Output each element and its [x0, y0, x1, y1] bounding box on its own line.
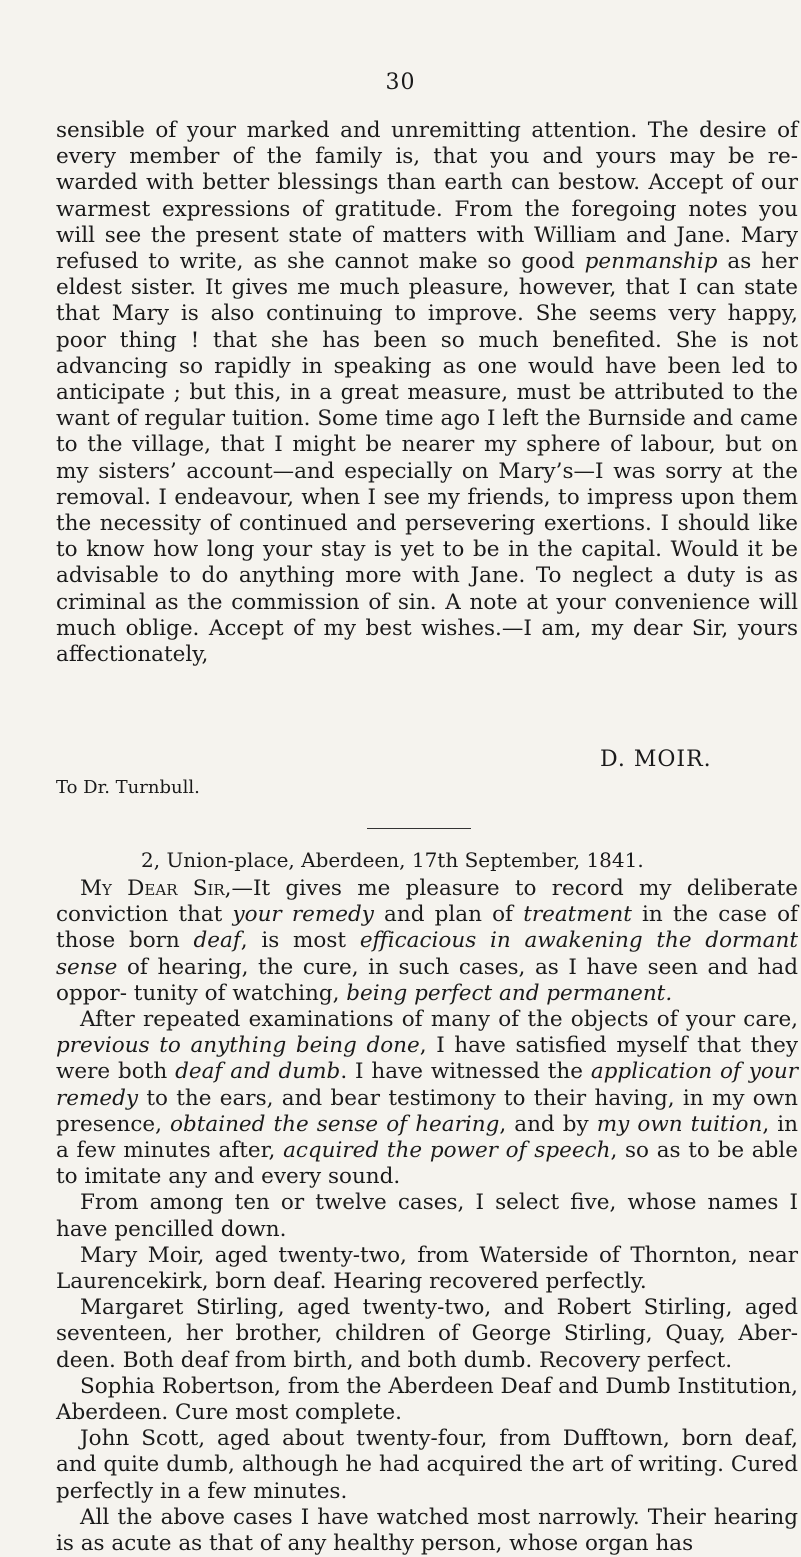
- section-divider: [367, 828, 471, 829]
- letter-one-paragraph: sensible of your marked and unremitting attention. The desire of every member of the family is, that you and yours may be re- warded with better blessings than earth can bestow. Accept of our warmest expressions of gratitude. From the foregoing notes you will see the present state of matters with William and Jane. Mary refused to write, as she cannot make so good penmanship as her eldest sister. It gives me much pleasure, however, that I can state that Mary is also continuing to improve. She seems very happy, poor thing ! that she has been so much benefited. She is not advancing so rapidly in speaking as one would have been led to anticipate ; but this, in a great measure, must be attributed to the want of regular tuition. Some time ago I left the Burnside and came to the village, that I might be nearer my sphere of labour, but on my sisters’ account—and especially on Mary’s—I was sorry at the removal. I endeavour, when I see my friends, to impress upon them the necessity of continued and persevering exertions. I should like to know how long your stay is yet to be in the capital. Would it be advisable to do anything more with Jane. To neglect a duty is as criminal as the commission of sin. A note at your convenience will much oblige. Accept of my best wishes.—I am, my dear Sir, yours affectionately,: [56, 118, 798, 668]
- letter-two-paragraph-3: From among ten or twelve cases, I select five, whose names I have pencilled down.: [56, 1190, 798, 1242]
- signature: D. MOIR.: [600, 747, 712, 772]
- page-number: 30: [385, 70, 416, 95]
- case-john-scott: John Scott, aged about twenty-four, from Dufftown, born deaf, and quite dumb, although he had acquired the art of writing. Cured perfectly in a few minutes.: [56, 1426, 798, 1504]
- letter-one-body: [56, 118, 798, 668]
- emphasis: penmanship: [584, 249, 718, 275]
- letter-two-paragraph-2: After repeated examinations of many of the objects of your care, previous to anything being done, I have satisfied myself that they were both deaf and dumb. I have witnessed the application of your remedy to the ears, and bear testimony to their having, in my own presence, obtained the sense of hearing, and by my own tuition, in a few minutes after, acquired the power of speech, so as to be able to imitate any and every sound.: [56, 1007, 798, 1190]
- addressee-line: To Dr. Turnbull.: [56, 777, 200, 798]
- case-stirling: Margaret Stirling, aged twenty-two, and Robert Stirling, aged seventeen, her brother, children of George Stirling, Quay, Aber- deen. Both deaf from birth, and both dumb. Recovery perfect.: [56, 1295, 798, 1373]
- letter-two-paragraph-final: All the above cases I have watched most narrowly. Their hearing is as acute as that of any healthy person, whose organ has: [56, 1504, 798, 1557]
- case-sophia-robertson: Sophia Robertson, from the Aberdeen Deaf and Dumb Institution, Aberdeen. Cure most complete.: [56, 1373, 798, 1426]
- salutation: My Dear Sir,: [80, 876, 232, 901]
- letter-dateline: 2, Union-place, Aberdeen, 17th September, 1841.: [141, 848, 644, 872]
- case-mary-moir: Mary Moir, aged twenty-two, from Waterside of Thornton, near Laurencekirk, born deaf. Hearing recovered perfectly.: [56, 1242, 798, 1295]
- letter-two-paragraph-1: My Dear Sir,—It gives me pleasure to record my deliberate conviction that your remedy and plan of treatment in the case of those born deaf, is most efficacious in awakening the dormant sense of hearing, the cure, in such cases, as I have seen and had oppor- tunity of watching, being perfect and permanent.: [56, 876, 798, 1006]
- letter-two-body: [56, 876, 798, 1557]
